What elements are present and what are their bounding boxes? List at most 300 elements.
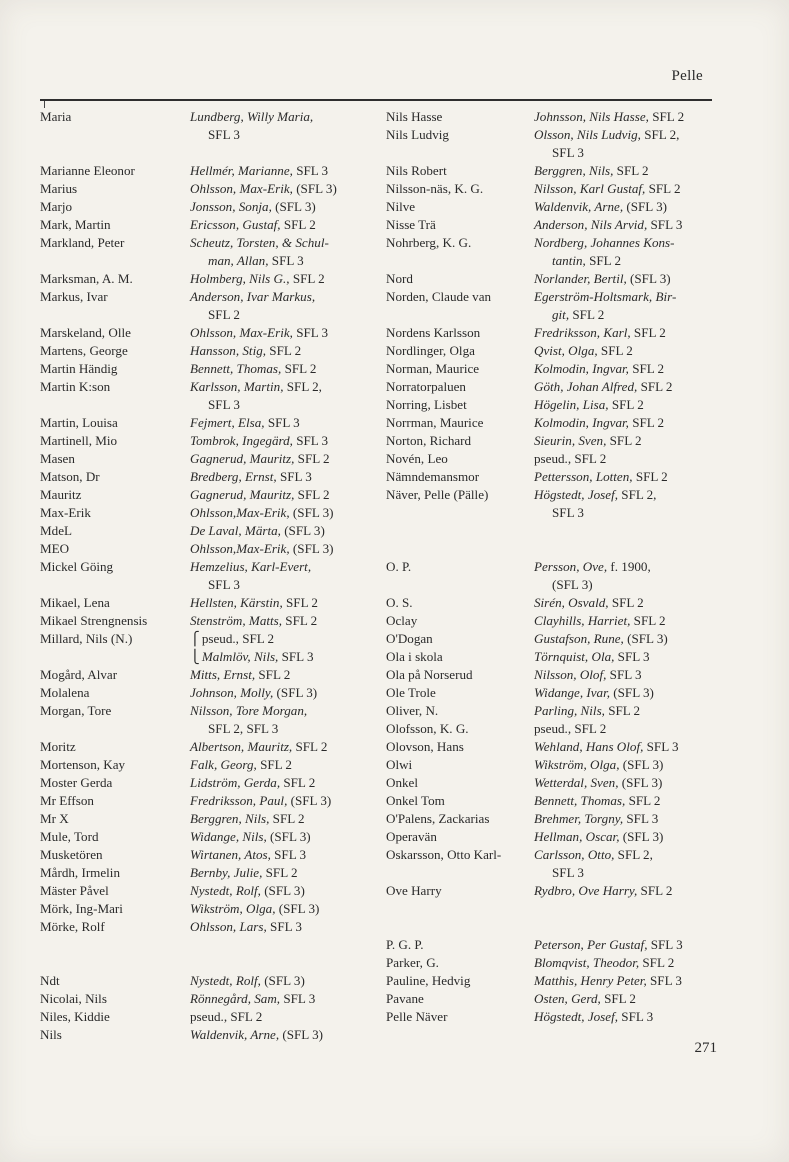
sfl-ref: SFL 2 bbox=[600, 991, 636, 1006]
entry-name: Mark, Martin bbox=[40, 217, 111, 232]
reference-line bbox=[190, 468, 312, 486]
entry-reference bbox=[534, 468, 668, 486]
reference-continuation: SFL 3 bbox=[208, 127, 240, 142]
entry-reference bbox=[534, 1008, 653, 1026]
entry-reference bbox=[534, 702, 640, 720]
spacer bbox=[386, 522, 726, 540]
author-name: Holmberg, Nils G., bbox=[190, 271, 290, 286]
sfl-ref: SFL 2 bbox=[628, 415, 665, 430]
entry-reference bbox=[534, 720, 606, 738]
entry-reference bbox=[190, 486, 330, 504]
sfl-ref: (SFL 3) bbox=[626, 271, 671, 286]
entry-reference bbox=[190, 288, 315, 324]
entry-name: Mr X bbox=[40, 811, 69, 826]
index-entry bbox=[40, 864, 378, 882]
sfl-ref: (SFL 3) bbox=[260, 973, 305, 988]
index-entry bbox=[386, 630, 726, 648]
entry-reference bbox=[190, 612, 317, 630]
entry-name: Pelle Näver bbox=[386, 1009, 448, 1024]
sfl-ref: SFL 2 bbox=[632, 469, 668, 484]
author-name: De Laval, Märta, bbox=[190, 523, 281, 538]
reference-continuation: SFL 3 bbox=[552, 505, 584, 520]
author-name: Rydbro, Ove Harry, bbox=[534, 883, 638, 898]
entry-reference bbox=[190, 162, 328, 180]
author-name: Berggren, Nils, bbox=[534, 163, 614, 178]
entry-name: Ola i skola bbox=[386, 649, 443, 664]
author-name: Carlsson, Otto, bbox=[534, 847, 615, 862]
reference-line bbox=[534, 810, 658, 828]
sfl-ref: SFL 2 bbox=[266, 343, 302, 358]
entry-name: Norring, Lisbet bbox=[386, 397, 467, 412]
sfl-ref: SFL 2 bbox=[606, 433, 642, 448]
sfl-ref: SFL 3 bbox=[264, 415, 300, 430]
entry-reference bbox=[190, 774, 315, 792]
sfl-ref: (SFL 3) bbox=[273, 685, 318, 700]
sfl-ref: SFL 3 bbox=[292, 433, 329, 448]
reference-line bbox=[534, 396, 644, 414]
entry-name: O. S. bbox=[386, 595, 413, 610]
spacer bbox=[386, 900, 726, 918]
index-entry bbox=[386, 396, 726, 414]
entry-reference bbox=[534, 810, 658, 828]
author-name: Fredriksson, Karl, bbox=[534, 325, 631, 340]
author-name: Högstedt, Josef, bbox=[534, 1009, 619, 1024]
entry-name: P. G. P. bbox=[386, 937, 424, 952]
reference-line bbox=[190, 1008, 262, 1026]
reference-line bbox=[190, 738, 327, 756]
entry-name: Norratorpaluen bbox=[386, 379, 466, 394]
entry-reference bbox=[534, 558, 651, 594]
sfl-ref: SFL 2 bbox=[292, 739, 328, 754]
reference-line bbox=[534, 360, 664, 378]
entry-name: Molalena bbox=[40, 685, 90, 700]
author-name: Mitts, Ernst, bbox=[190, 667, 256, 682]
entry-reference bbox=[534, 414, 664, 432]
index-entry bbox=[386, 180, 726, 198]
author-name: Kolmodin, Ingvar, bbox=[534, 415, 629, 430]
entry-reference bbox=[190, 972, 305, 990]
index-entry bbox=[386, 954, 726, 972]
reference-line bbox=[190, 684, 317, 702]
spacer bbox=[386, 918, 726, 936]
entry-name: Marianne Eleonor bbox=[40, 163, 135, 178]
entry-name: Olofsson, K. G. bbox=[386, 721, 469, 736]
entry-reference bbox=[534, 162, 649, 180]
sfl-ref: (SFL 3) bbox=[266, 829, 311, 844]
entry-name: Nilsson-näs, K. G. bbox=[386, 181, 484, 196]
entry-name: Martens, George bbox=[40, 343, 128, 358]
entry-name: Novén, Leo bbox=[386, 451, 448, 466]
sfl-ref: (SFL 3) bbox=[280, 523, 325, 538]
reference-line bbox=[534, 270, 671, 288]
sfl-ref: SFL 2 bbox=[637, 379, 673, 394]
author-name: Wehland, Hans Olof, bbox=[534, 739, 644, 754]
entry-reference bbox=[190, 882, 305, 900]
entry-name: Niles, Kiddie bbox=[40, 1009, 110, 1024]
entry-reference bbox=[534, 180, 681, 198]
index-entry bbox=[386, 324, 726, 342]
sfl-ref: SFL 2 bbox=[289, 271, 325, 286]
sfl-ref: SFL 2 bbox=[637, 883, 673, 898]
author-name: Gustafson, Rune, bbox=[534, 631, 624, 646]
author-name: Stenström, Matts, bbox=[190, 613, 283, 628]
entry-name: Mårdh, Irmelin bbox=[40, 865, 120, 880]
sfl-ref: SFL 3 bbox=[270, 847, 307, 862]
sfl-ref: SFL 2 bbox=[585, 253, 621, 268]
author-name: Törnquist, Ola, bbox=[534, 649, 615, 664]
index-entry bbox=[40, 180, 378, 198]
reference-line bbox=[534, 666, 642, 684]
index-entry bbox=[386, 450, 726, 468]
reference-line bbox=[190, 828, 311, 846]
reference-line bbox=[190, 864, 298, 882]
index-entry bbox=[40, 990, 378, 1008]
author-name: Waldenvik, Arne, bbox=[534, 199, 624, 214]
entry-name: Mauritz bbox=[40, 487, 82, 502]
reference-line bbox=[534, 414, 664, 432]
sfl-ref: SFL 2, bbox=[618, 487, 657, 502]
reference-continuation bbox=[534, 252, 675, 270]
left-column bbox=[40, 108, 378, 1044]
entry-name: Oliver, N. bbox=[386, 703, 439, 718]
entry-reference bbox=[534, 684, 654, 702]
author-name: Sieurin, Sven, bbox=[534, 433, 607, 448]
reference-line bbox=[534, 720, 606, 738]
entry-reference bbox=[190, 810, 305, 828]
index-entry bbox=[386, 594, 726, 612]
reference-line bbox=[534, 378, 672, 396]
entry-reference bbox=[190, 522, 325, 540]
author-name: Kolmodin, Ingvar, bbox=[534, 361, 629, 376]
entry-reference bbox=[534, 774, 662, 792]
entry-reference bbox=[190, 702, 307, 738]
entry-name: MEO bbox=[40, 541, 70, 556]
author-name: Nilsson, Tore Morgan, bbox=[190, 703, 308, 718]
entry-name: Millard, Nils (N.) bbox=[40, 631, 133, 646]
author-name: Johnson, Molly, bbox=[190, 685, 274, 700]
index-entry bbox=[386, 360, 726, 378]
reference-continuation: SFL 3 bbox=[552, 145, 584, 160]
reference-line bbox=[190, 378, 322, 396]
sfl-ref: SFL 2 bbox=[281, 361, 317, 376]
reference-line bbox=[534, 702, 640, 720]
author-name: Ohlsson, Max-Erik, bbox=[190, 181, 293, 196]
reference-line bbox=[534, 756, 663, 774]
index-entry bbox=[40, 1008, 378, 1026]
index-entry bbox=[40, 522, 378, 540]
author-name: Bennett, Thomas, bbox=[534, 793, 626, 808]
author-name: Nordberg, Johannes Kons- bbox=[534, 235, 675, 250]
reference-line bbox=[534, 324, 666, 342]
reference-line bbox=[190, 882, 305, 900]
author-name: Berggren, Nils, bbox=[190, 811, 270, 826]
pseudonym-note: pseud., SFL 2 bbox=[534, 721, 607, 736]
sfl-ref: SFL 2 bbox=[608, 595, 644, 610]
entry-name: Nicolai, Nils bbox=[40, 991, 107, 1006]
spacer bbox=[40, 144, 378, 162]
author-name: Fejmert, Elsa, bbox=[190, 415, 265, 430]
reference-line bbox=[190, 432, 328, 450]
entry-name: Nils Robert bbox=[386, 163, 447, 178]
entry-reference bbox=[190, 342, 301, 360]
index-entry bbox=[386, 936, 726, 954]
reference-line bbox=[190, 234, 329, 252]
index-entry bbox=[40, 216, 378, 234]
entry-reference bbox=[190, 468, 312, 486]
entry-name: Norden, Claude van bbox=[386, 289, 492, 304]
entry-reference bbox=[534, 378, 672, 396]
reference-line bbox=[190, 756, 292, 774]
sfl-ref: SFL 3 bbox=[614, 649, 650, 664]
author-name: Bredberg, Ernst, bbox=[190, 469, 277, 484]
author-name-cont: git, bbox=[552, 307, 570, 322]
reference-line bbox=[534, 216, 682, 234]
author-name: Rönnegård, Sam, bbox=[190, 991, 281, 1006]
brace-line bbox=[190, 630, 314, 648]
reference-continuation: SFL 3 bbox=[208, 577, 240, 592]
entry-name: Mickel Göing bbox=[40, 559, 114, 574]
sfl-ref: SFL 2 bbox=[280, 775, 316, 790]
reference-line bbox=[190, 810, 305, 828]
entry-reference bbox=[534, 108, 684, 126]
index-entry bbox=[386, 846, 726, 882]
reference-line bbox=[534, 1008, 653, 1026]
sfl-ref: SFL 2 bbox=[280, 217, 316, 232]
sfl-ref: (SFL 3) bbox=[623, 631, 668, 646]
index-entry bbox=[40, 270, 378, 288]
reference-line bbox=[534, 792, 660, 810]
reference-continuation: SFL 3 bbox=[208, 397, 240, 412]
reference-line bbox=[534, 846, 653, 864]
sfl-ref: SFL 2 bbox=[613, 163, 649, 178]
sfl-ref: SFL 2 bbox=[256, 757, 292, 772]
entry-reference bbox=[190, 1026, 323, 1044]
entry-name: O'Dogan bbox=[386, 631, 433, 646]
index-entry bbox=[386, 162, 726, 180]
reference-line bbox=[534, 594, 644, 612]
entry-reference bbox=[190, 504, 334, 522]
author-name-cont: man, Allan, bbox=[208, 253, 269, 268]
index-entry bbox=[40, 612, 378, 630]
reference-line bbox=[534, 936, 683, 954]
running-title: Pelle bbox=[671, 68, 703, 84]
sfl-ref: SFL 2 bbox=[294, 451, 330, 466]
index-entry bbox=[386, 972, 726, 990]
entry-reference bbox=[190, 990, 315, 1008]
index-entry bbox=[40, 792, 378, 810]
reference-line bbox=[534, 180, 681, 198]
author-name: Göth, Johan Alfred, bbox=[534, 379, 638, 394]
reference-line bbox=[190, 540, 334, 558]
entry-reference bbox=[190, 918, 302, 936]
column-tick-mark bbox=[44, 101, 45, 108]
entry-reference bbox=[534, 846, 653, 882]
reference-line bbox=[534, 342, 633, 360]
index-entry bbox=[40, 378, 378, 414]
entry-name: O'Palens, Zackarias bbox=[386, 811, 490, 826]
index-entry bbox=[40, 882, 378, 900]
reference-line bbox=[190, 108, 313, 126]
author-name: Sirén, Osvald, bbox=[534, 595, 609, 610]
brace-bottom: ⎩ bbox=[190, 649, 200, 664]
entry-name: Morgan, Tore bbox=[40, 703, 112, 718]
entry-name: Mäster Påvel bbox=[40, 883, 109, 898]
index-entry bbox=[40, 432, 378, 450]
reference-line bbox=[534, 468, 668, 486]
entry-reference bbox=[190, 738, 327, 756]
entry-name: Pauline, Hedvig bbox=[386, 973, 471, 988]
index-entry bbox=[386, 558, 726, 594]
reference-line bbox=[190, 990, 315, 1008]
index-entry bbox=[40, 540, 378, 558]
index-entry bbox=[40, 468, 378, 486]
reference-continuation: (SFL 3) bbox=[552, 577, 593, 592]
entry-name: Martinell, Mio bbox=[40, 433, 118, 448]
reference-continuation: SFL 2, SFL 3 bbox=[208, 721, 279, 736]
entry-name: Markland, Peter bbox=[40, 235, 125, 250]
index-entry bbox=[40, 162, 378, 180]
entry-name: Nämndemansmor bbox=[386, 469, 480, 484]
entry-reference bbox=[534, 936, 683, 954]
sfl-ref: SFL 2 bbox=[597, 343, 633, 358]
index-entry bbox=[40, 288, 378, 324]
sfl-ref: SFL 2 bbox=[630, 613, 666, 628]
entry-reference bbox=[190, 432, 328, 450]
reference-line bbox=[534, 198, 667, 216]
sfl-ref: SFL 2 bbox=[645, 181, 681, 196]
entry-reference bbox=[190, 378, 322, 414]
entry-name: Onkel bbox=[386, 775, 418, 790]
index-entry bbox=[40, 684, 378, 702]
entry-reference bbox=[190, 864, 298, 882]
entry-name: Olovson, Hans bbox=[386, 739, 464, 754]
entry-name: Nils bbox=[40, 1027, 62, 1042]
sfl-ref: (SFL 3) bbox=[619, 757, 664, 772]
entry-reference bbox=[534, 198, 667, 216]
author-name: Hellman, Oscar, bbox=[534, 829, 620, 844]
index-entry bbox=[386, 738, 726, 756]
entry-name: Norrman, Maurice bbox=[386, 415, 484, 430]
entry-name: Marskeland, Olle bbox=[40, 325, 131, 340]
sfl-ref: SFL 2 bbox=[648, 109, 685, 124]
entry-reference bbox=[190, 900, 319, 918]
author-name: Gagnerud, Mauritz, bbox=[190, 451, 295, 466]
entry-name: Nohrberg, K. G. bbox=[386, 235, 472, 250]
author-name: Nystedt, Rolf, bbox=[190, 883, 261, 898]
entry-name: Nord bbox=[386, 271, 413, 286]
author-name: Olsson, Nils Ludvig, bbox=[534, 127, 641, 142]
reference-line bbox=[190, 342, 301, 360]
entry-name: Martin Händig bbox=[40, 361, 118, 376]
reference-line bbox=[190, 522, 325, 540]
author-name: Anderson, Ivar Markus, bbox=[190, 289, 316, 304]
entry-name: Nils Hasse bbox=[386, 109, 443, 124]
reference-line bbox=[534, 990, 636, 1008]
entry-name: Musketören bbox=[40, 847, 103, 862]
entry-reference bbox=[190, 108, 313, 144]
author-name: Widange, Nils, bbox=[190, 829, 267, 844]
sfl-ref: (SFL 3) bbox=[618, 775, 663, 790]
sfl-ref: (SFL 3) bbox=[289, 541, 334, 556]
entry-reference bbox=[534, 828, 663, 846]
sfl-ref: (SFL 3) bbox=[610, 685, 654, 700]
author-name: Anderson, Nils Arvid, bbox=[534, 217, 648, 232]
entry-name: Marjo bbox=[40, 199, 72, 214]
entry-reference bbox=[190, 792, 331, 810]
author-name: Bernby, Julie, bbox=[190, 865, 263, 880]
author-name: Wikström, Olga, bbox=[190, 901, 276, 916]
entry-reference bbox=[534, 612, 666, 630]
entry-name: Pavane bbox=[386, 991, 424, 1006]
entry-reference bbox=[190, 540, 334, 558]
index-entry bbox=[386, 126, 726, 162]
author-name: Parling, Nils, bbox=[534, 703, 605, 718]
index-entry bbox=[386, 270, 726, 288]
entry-reference bbox=[190, 558, 311, 594]
author-name: Osten, Gerd, bbox=[534, 991, 601, 1006]
index-entry bbox=[40, 774, 378, 792]
sfl-ref: (SFL 3) bbox=[287, 793, 332, 808]
entry-reference bbox=[190, 756, 292, 774]
reference-line bbox=[534, 108, 684, 126]
entry-reference bbox=[534, 288, 676, 324]
entry-reference bbox=[190, 324, 328, 342]
author-name: Albertson, Mauritz, bbox=[190, 739, 293, 754]
entry-reference bbox=[534, 126, 679, 162]
sfl-ref: SFL 3 bbox=[647, 217, 683, 232]
index-entry bbox=[386, 288, 726, 324]
entry-reference bbox=[534, 234, 675, 270]
author-name: Hellsten, Kärstin, bbox=[190, 595, 283, 610]
reference-line bbox=[534, 162, 649, 180]
index-entry bbox=[386, 648, 726, 666]
author-name: Karlsson, Martin, bbox=[190, 379, 284, 394]
reference-line bbox=[534, 954, 674, 972]
index-entry bbox=[386, 882, 726, 900]
entry-reference bbox=[534, 216, 682, 234]
reference-line bbox=[190, 846, 306, 864]
entry-name: Mikael, Lena bbox=[40, 595, 110, 610]
index-entry bbox=[40, 108, 378, 144]
entry-name: Ole Trole bbox=[386, 685, 436, 700]
right-column bbox=[386, 108, 726, 1026]
header-rule bbox=[40, 99, 712, 101]
entry-reference bbox=[190, 270, 325, 288]
sfl-ref: SFL 2 bbox=[262, 865, 298, 880]
sfl-ref: SFL 2 bbox=[282, 613, 318, 628]
reference-line bbox=[190, 774, 315, 792]
reference-line bbox=[534, 684, 654, 702]
sfl-ref: SFL 3 bbox=[280, 991, 316, 1006]
entry-name: Markus, Ivar bbox=[40, 289, 108, 304]
entry-name: Mr Effson bbox=[40, 793, 94, 808]
page-number: 271 bbox=[694, 1040, 717, 1056]
author-name: Persson, Ove, bbox=[534, 559, 608, 574]
reference-line bbox=[190, 324, 328, 342]
index-entry bbox=[386, 756, 726, 774]
author-name: Wikström, Olga, bbox=[534, 757, 620, 772]
index-entry bbox=[40, 702, 378, 738]
entry-reference bbox=[190, 846, 306, 864]
author-name: Ohlsson, Max-Erik, bbox=[190, 325, 293, 340]
reference-line bbox=[534, 648, 650, 666]
reference-continuation: SFL 3 bbox=[552, 865, 584, 880]
sfl-ref: SFL 2 bbox=[625, 793, 661, 808]
author-name: Hellmér, Marianne, bbox=[190, 163, 293, 178]
index-entry bbox=[386, 720, 726, 738]
entry-name: Norton, Richard bbox=[386, 433, 472, 448]
author-name: Johnsson, Nils Hasse, bbox=[534, 109, 649, 124]
